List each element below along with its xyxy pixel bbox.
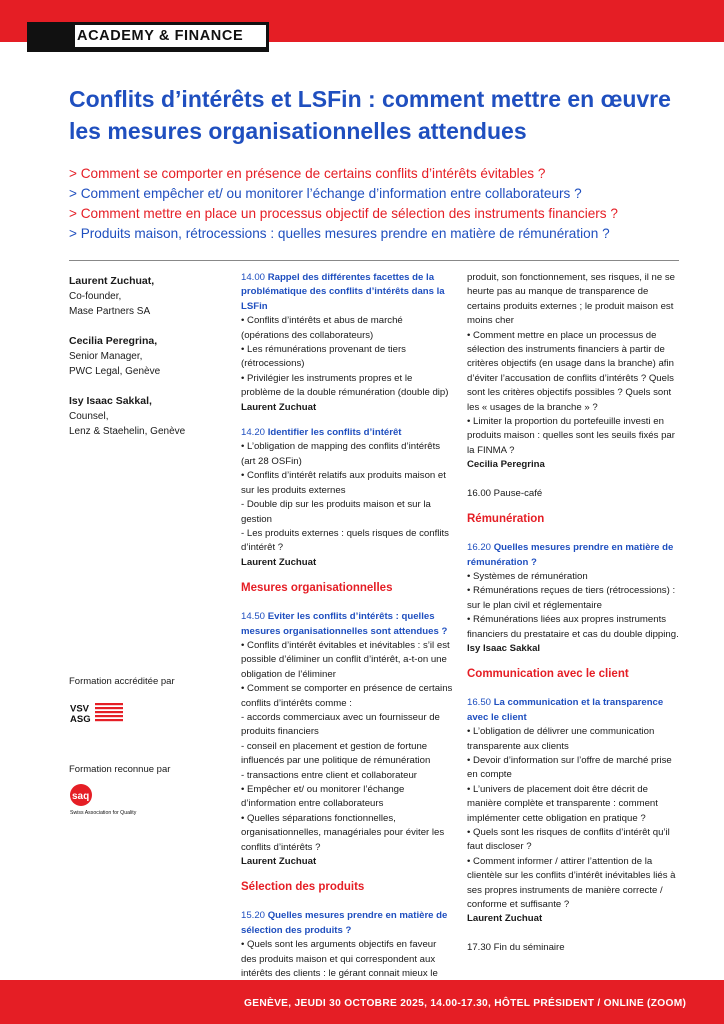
session-speaker: Laurent Zuchuat <box>241 556 317 568</box>
asg-text: ASG <box>70 714 91 724</box>
session-time: 14.50 <box>241 611 266 623</box>
session-time: 15.20 <box>241 910 266 922</box>
session-line: • Comment mettre en place un processus de sélection des instruments financiers à partir de critères objectifs (en usage dans la branche) afin d’éviter l’accusation de conflits d’intérêts ? Quels sont les critères objectifs possibles ? Quels sont les « usages de la branche » ? <box>467 329 674 413</box>
session-line: - conseil en placement et gestion de fortune influencés par une politique de rémunération <box>241 740 431 767</box>
session-line: • Systèmes de rémunération <box>467 570 588 582</box>
program-session <box>467 541 679 656</box>
session-line: - Double dip sur les produits maison et sur la gestion <box>241 499 431 525</box>
session-time: 16.50 <box>467 697 492 709</box>
session-heading: La communication et la transparence avec le client <box>467 697 664 723</box>
saq-logo-icon <box>69 782 159 818</box>
session-speaker: Laurent Zuchuat <box>241 856 317 868</box>
key-question: > Comment mettre en place un processus objectif de sélection des instruments financiers ? <box>69 206 618 221</box>
session-time: 14.00 <box>241 272 266 283</box>
program-column-1 <box>241 271 453 992</box>
vsv-text: VSV <box>70 703 90 715</box>
speaker <box>69 393 229 439</box>
session-line: • Comment se comporter en présence de certains conflits d’intérêts comme : <box>241 683 453 709</box>
session-time: 14.20 <box>241 427 266 439</box>
section-heading: Rémunération <box>467 513 545 526</box>
speaker-org: PWC Legal, Genève <box>69 366 161 377</box>
seminar-end: 17.30 Fin du séminaire <box>467 941 565 953</box>
section-heading: Sélection des produits <box>241 881 365 894</box>
session-line: • Quels sont les arguments objectifs en faveur des produits maison et qui correspondent aux intérêts des clients : le gérant connait mieux le <box>241 939 438 980</box>
session-line: • Privilégier les instruments propres et le problème de la double rémunération (double dip) <box>241 372 449 399</box>
session-line: • Rémunérations liées aux propres instruments financiers du prestataire et cas du double dipping. <box>467 614 679 640</box>
event-details: GENÈVE, JEUDI 30 OCTOBRE 2025, 14.00-17.30, HÔTEL PRÉSIDENT / ONLINE (ZOOM) <box>244 998 687 1009</box>
session-time: 16.20 <box>467 542 492 554</box>
accredited-label: Formation accréditée par <box>69 676 175 687</box>
session-line: - Les produits externes : quels risques de conflits d’intérêt ? <box>241 527 449 554</box>
vsv-asg-logo-icon <box>69 702 125 724</box>
speaker-role: Counsel, <box>69 411 109 422</box>
speaker-name: Laurent Zuchuat, <box>69 275 155 287</box>
session-speaker: Laurent Zuchuat <box>241 401 317 413</box>
section-heading: Mesures organisationnelles <box>241 582 393 595</box>
session-line: • Limiter la proportion du portefeuille investi en produits maison : quelles sont les seuils fixés par la FINMA ? <box>467 416 675 456</box>
session-heading: Eviter les conflits d’intérêts : quelles mesures organisationnelles sont attendues ? <box>241 611 448 637</box>
session-line: • Quels sont les risques de conflits d’intérêt qu’il faut discloser ? <box>467 827 670 853</box>
program-session <box>241 426 453 570</box>
speaker-role: Co-founder, <box>69 291 122 302</box>
section-heading: Communication avec le client <box>467 668 629 681</box>
session-line: - accords commerciaux avec un fournisseur de produits financiers <box>241 711 440 738</box>
program-session <box>467 696 679 927</box>
session-heading: Rappel des différentes facettes de la problématique des conflits d’intérêts dans la LSFin <box>241 272 445 312</box>
session-line: • L’obligation de délivrer une communication transparente aux clients <box>467 726 655 752</box>
session-line: • Empêcher et/ ou monitorer l’échange d’information entre collaborateurs <box>241 784 405 810</box>
key-question: > Comment empêcher et/ ou monitorer l’échange d’information entre collaborateurs ? <box>69 186 582 201</box>
recognized-label: Formation reconnue par <box>69 764 171 775</box>
session-line: • Comment informer / attirer l’attention de la clientèle sur les conflits d’intérêt inévitables liés à ses propres instruments de manière correcte / conforme et suffisante ? <box>467 855 676 911</box>
page-title: Conflits d’intérêts et LSFin : comment mettre en œuvre les mesures organisationnelles attendues <box>69 86 671 144</box>
program-session-continued <box>467 271 679 473</box>
saq-caption: Swiss Association for Quality <box>70 810 137 816</box>
divider <box>69 260 679 261</box>
session-heading: Quelles mesures prendre en matière de sélection des produits ? <box>241 910 448 936</box>
session-line: produit, son fonctionnement, ses risques, il ne se heurte pas au manque de transparence de certains produits externes ; le produit maison est moins cher <box>467 272 675 327</box>
session-line: • Conflits d’intérêts et abus de marché (opérations des collaborateurs) <box>241 315 403 341</box>
speaker-org: Mase Partners SA <box>69 306 151 317</box>
session-line: - transactions entre client et collaborateur <box>241 769 417 781</box>
session-line: • Devoir d’information sur l’offre de marché prise en compte <box>467 754 672 781</box>
pause: 16.00 Pause-café <box>467 487 543 499</box>
session-line: • L’univers de placement doit être décrit de manière complète et transparente : comment implémenter cette obligation en pratique ? <box>467 783 658 824</box>
speaker-name: Isy Isaac Sakkal, <box>69 395 152 407</box>
session-heading: Identifier les conflits d’intérêt <box>267 427 402 439</box>
key-question: > Produits maison, rétrocessions : quelles mesures prendre en matière de rémunération ? <box>69 226 610 241</box>
session-speaker: Laurent Zuchuat <box>467 913 543 925</box>
key-questions <box>69 164 699 244</box>
saq-mark-text: saq <box>72 791 90 802</box>
speaker <box>69 333 229 379</box>
key-question: > Comment se comporter en présence de certains conflits d’intérêts évitables ? <box>69 166 546 181</box>
session-line: • Conflits d’intérêt relatifs aux produits maison et sur les produits externes <box>241 470 446 496</box>
session-speaker: Isy Isaac Sakkal <box>467 642 541 654</box>
speaker-role: Senior Manager, <box>69 351 143 362</box>
program-session <box>241 610 453 869</box>
session-line: • Quelles séparations fonctionnelles, organisationnelles, managériales pour éviter les conflits d’intérêts ? <box>241 812 445 853</box>
program-column-2 <box>467 271 679 966</box>
speaker-org: Lenz & Staehelin, Genève <box>69 426 186 437</box>
brand-label: ACADEMY & FINANCE <box>75 25 266 47</box>
speaker-name: Cecilia Peregrina, <box>69 335 158 347</box>
session-line: • L’obligation de mapping des conflits d’intérêts (art 28 OSFin) <box>241 441 441 467</box>
speaker <box>69 273 229 319</box>
session-speaker: Cecilia Peregrina <box>467 459 545 471</box>
session-heading: Quelles mesures prendre en matière de rémunération ? <box>467 542 674 568</box>
program-session <box>241 909 453 981</box>
speakers-list <box>69 273 229 453</box>
program-session <box>241 271 453 415</box>
session-line: • Les rémunérations provenant de tiers (rétrocessions) <box>241 344 406 370</box>
session-line: • Conflits d’intérêt évitables et inévitables : s’il est possible d’éliminer un conflit d’intérêt, a-t-on une obligation de l’éliminer <box>241 639 450 680</box>
session-line: • Rémunérations reçues de tiers (rétrocessions) : sur le plan civil et réglementaire <box>467 585 676 611</box>
